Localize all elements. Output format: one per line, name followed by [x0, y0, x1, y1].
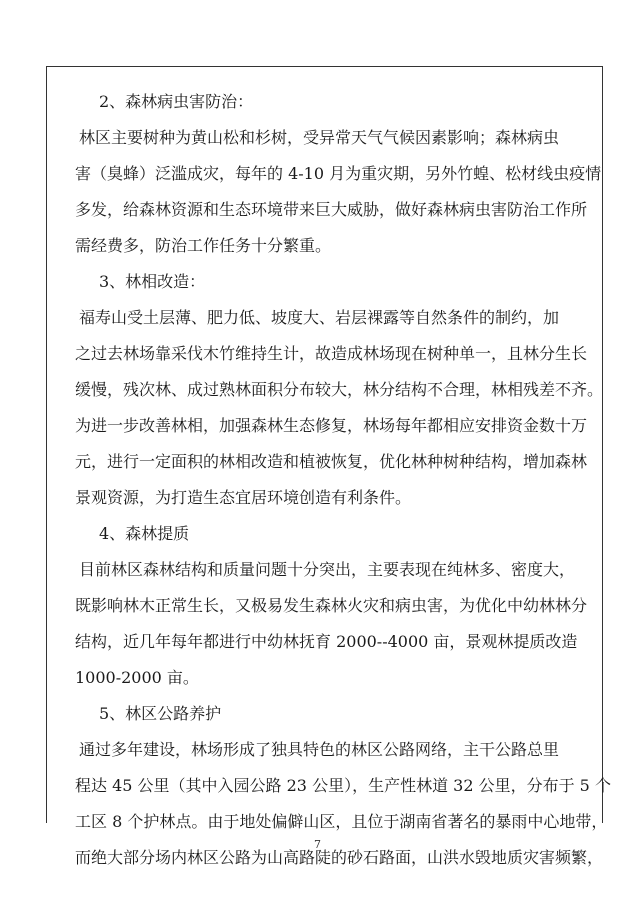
paragraph-line: 缓慢，残次林、成过熟林面积分布较大，林分结构不合理，林相残差不齐。 — [75, 380, 604, 399]
section-paragraph — [75, 552, 595, 696]
paragraph-line: 需经费多，防治工作任务十分繁重。 — [75, 236, 332, 255]
paragraph-line: 景观资源，为打造生态宜居环境创造有利条件。 — [75, 488, 412, 507]
section-forest-transformation — [75, 264, 604, 516]
paragraph-line: 多发，给森林资源和生态环境带来巨大威胁，做好森林病虫害防治工作所 — [75, 200, 588, 219]
section-heading: 4、森林提质 — [99, 524, 190, 543]
section-paragraph — [75, 120, 602, 264]
paragraph-line: 1000-2000 亩。 — [75, 668, 199, 687]
section-forest-quality — [75, 516, 595, 696]
paragraph-line: 元，进行一定面积的林相改造和植被恢复，优化林种树种结构，增加森林 — [75, 452, 588, 471]
paragraph-line: 害（臭蜂）泛滥成灾，每年的 4-10 月为重灾期，另外竹蝗、松材线虫疫情 — [75, 164, 602, 183]
section-heading: 2、森林病虫害防治： — [99, 92, 254, 111]
paragraph-line: 目前林区森林结构和质量问题十分突出，主要表现在纯林多、密度大， — [79, 560, 576, 579]
paragraph-line: 通过多年建设，林场形成了独具特色的林区公路网络，主干公路总里 — [79, 740, 560, 759]
paragraph-line: 福寿山受土层薄、肥力低、坡度大、岩层裸露等自然条件的制约，加 — [79, 308, 560, 327]
paragraph-line: 程达 45 公里（其中入园公路 23 公里），生产性林道 32 公里，分布于 5 个 — [75, 776, 611, 795]
paragraph-line: 而绝大部分场内林区公路为山高路陡的砂石路面，山洪水毁地质灾害频繁， — [75, 848, 604, 867]
section-paragraph — [75, 300, 604, 516]
section-pest-control — [75, 84, 602, 264]
document-body — [75, 84, 611, 876]
paragraph-line: 之过去林场靠采伐木竹维持生计，故造成林场现在树种单一，且林分生长 — [75, 344, 588, 363]
paragraph-line: 林区主要树种为黄山松和杉树，受异常天气气候因素影响；森林病虫 — [79, 128, 560, 147]
section-paragraph — [75, 732, 611, 876]
section-heading: 3、林相改造： — [99, 272, 206, 291]
paragraph-line: 工区 8 个护林点。由于地处偏僻山区，且位于湖南省著名的暴雨中心地带， — [75, 812, 608, 831]
paragraph-line: 结构，近几年每年都进行中幼林抚育 2000--4000 亩，景观林提质改造 — [75, 632, 578, 651]
paragraph-line: 为进一步改善林相，加强森林生态修复，林场每年都相应安排资金数十万 — [75, 416, 588, 435]
paragraph-line: 既影响林木正常生长，又极易发生森林火灾和病虫害，为优化中幼林林分 — [75, 596, 588, 615]
page-number: 7 — [314, 838, 321, 851]
section-heading: 5、林区公路养护 — [99, 704, 222, 723]
